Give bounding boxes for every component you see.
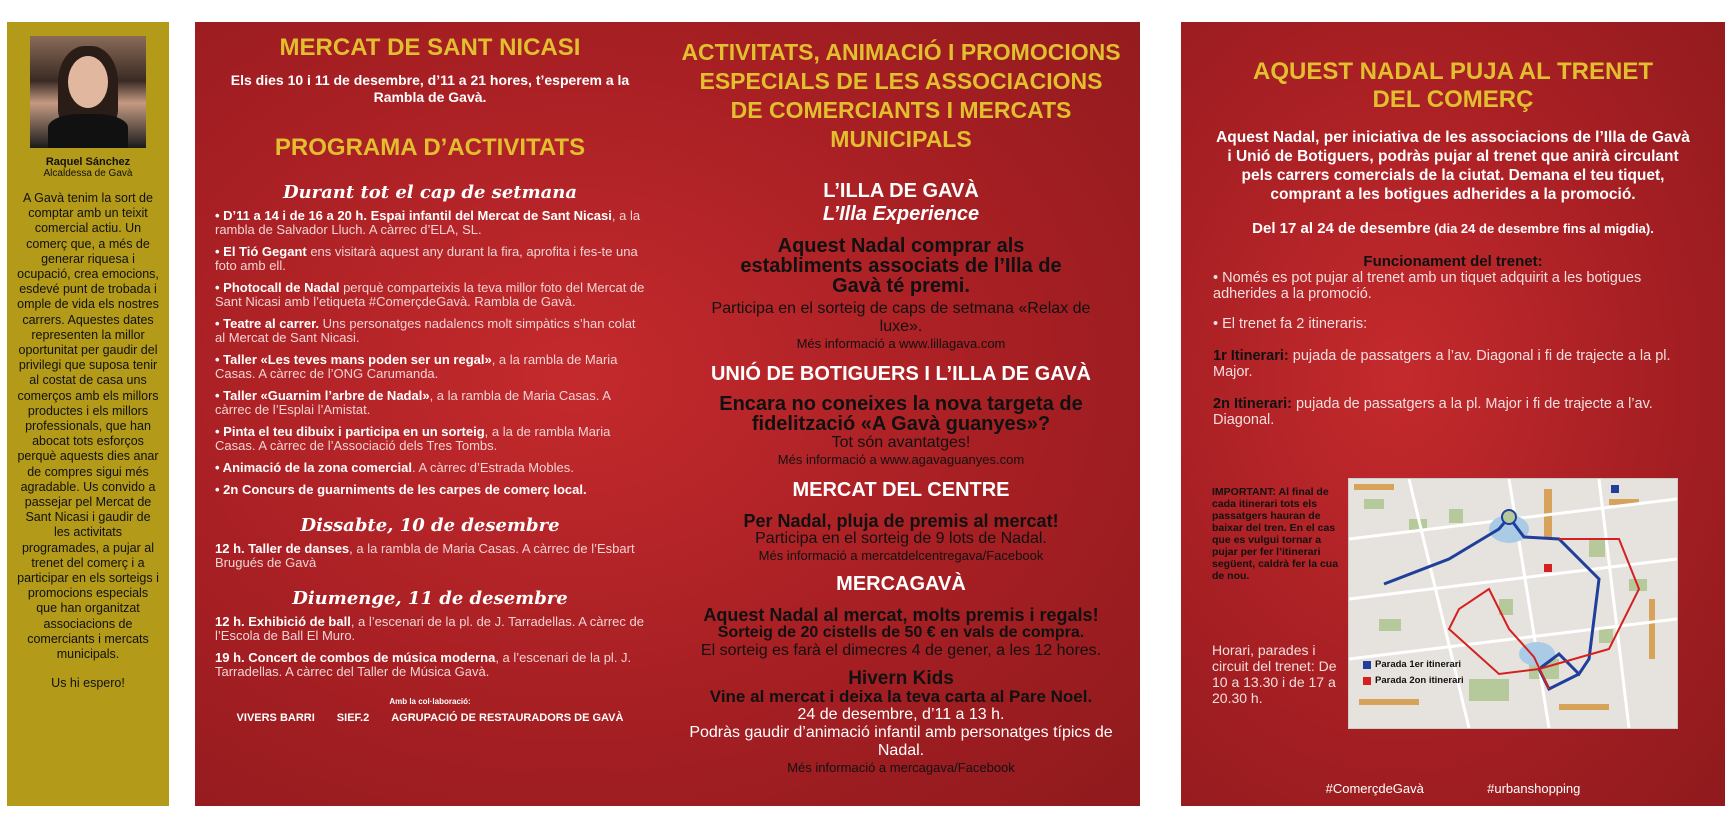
list-item: • Taller «Guarnim l’arbre de Nadal», a la rambla de Maria Casas. A càrrec de l’Esplai l’Amistat. (215, 388, 611, 417)
fair-title: MERCAT DE SANT NICASI (279, 34, 581, 61)
sponsor-logo: VIVERS BARRI (236, 712, 315, 724)
train-intro: Aquest Nadal, per iniciativa de les associacions de l’Illa de Gavà i Unió de Botiguers, podràs pujar al trenet que anirà circulant pels carrers comercials de la ciutat. Demana el teu tiquet, comprant a les botigues adherides a la promoció. (1216, 129, 1690, 203)
illa-more-info: Més informació a www.lillagava.com (796, 336, 1006, 351)
centre-headline: Per Nadal, pluja de premis al mercat! (743, 511, 1059, 531)
collab-label: Amb la col·laboració: (389, 697, 471, 706)
program-column (215, 22, 645, 724)
important-note: IMPORTANT: Al final de cada itinerari tots els passatgers hauran de baixar del tren. En el cas que es vulgui tornar a pujar per fer l’itinerari següent, caldrà fer la cua de nou. (1212, 486, 1339, 582)
weekend-heading: Durant tot el cap de setmana (282, 182, 578, 203)
mercagava-text: El sorteig es farà el dimecres 4 de gener, a les 12 hores. (700, 642, 1102, 659)
promotions-column (681, 22, 1121, 775)
unio-headline: Encara no coneixes la nova targeta de fidelització «A Gavà guanyes»? (719, 393, 1083, 435)
mercagava-raffle: Sorteig de 20 cistells de 50 € en vals de compra. (717, 624, 1085, 641)
train-panel (1181, 22, 1725, 806)
route-map-graphic (1349, 479, 1677, 728)
illa-subtitle: L’Illa Experience (822, 203, 980, 225)
unio-text: Tot són avantatges! (831, 434, 971, 451)
list-item: • El Tió Gegant ens visitarà aquest any durant la fira, aprofita i fes-te una foto amb ell. (215, 244, 638, 273)
list-item: 19 h. Concert de combos de música moderna, a l’escenari de la pl. J. Tarradellas. A càrrec del Taller de Música Gavà. (215, 650, 632, 679)
mercagava-headline: Aquest Nadal al mercat, molts premis i regals! (703, 605, 1099, 625)
centre-more-info: Més informació a mercatdelcentregava/Facebook (758, 548, 1044, 563)
promotions-title: ACTIVITATS, ANIMACIÓ I PROMOCIONS ESPECIALS DE LES ASSOCIACIONS DE COMERCIANTS I MERCATS MUNICIPALS (681, 39, 1121, 152)
hivern-kids-title: Hivern Kids (848, 668, 954, 689)
program-title: PROGRAMA D’ACTIVITATS (274, 134, 586, 161)
centre-text: Participa en el sorteig de 9 lots de Nadal. (755, 530, 1047, 547)
illa-title: L’ILLA DE GAVÀ (823, 180, 979, 202)
centre-title: MERCAT DEL CENTRE (792, 479, 1010, 501)
saturday-list (215, 542, 645, 570)
sunday-list (215, 615, 645, 679)
legend-itinerary-2: Parada 2on itinerari (1375, 675, 1464, 686)
hivern-kids-headline: Vine al mercat i deixa la teva carta al Pare Noel. (709, 687, 1093, 706)
sunday-heading: Diumenge, 11 de desembre (292, 588, 568, 609)
mayor-message: A Gavà tenim la sort de comptar amb un teixit comercial actiu. Un comerç que, a més de generar riquesa i ocupació, crea emocions, esdevé punt de trobada i omple de vida els nostres carrers. Aquestes dates representen la millor oportunitat per gaudir del privilegi que suposa tenir al costat de casa uns comerços amb els millors productes i els millors professionals, que han abocat tots esforços perquè aquests dies anar de compres sigui més agradable. Us convido a passejar pel Mercat de Sant Nicasi i gaudir de les activitats programades, a pujar al trenet del comerç i a participar en els sorteigs i promocions especials que han organitzat associacions de comerciants i mercats municipals. (17, 191, 159, 662)
program-panel (195, 22, 1140, 806)
fair-intro: Els dies 10 i 11 de desembre, d’11 a 21 hores, t’esperem a la Rambla de Gavà. (230, 72, 630, 105)
list-item: • 2n Concurs de guarniments de les carpes de comerç local. (215, 482, 587, 497)
mayor-sign-off: Us hi espero! (51, 676, 125, 691)
sponsor-logo: SIEF.2 (336, 712, 370, 724)
hashtags (1181, 781, 1725, 796)
train-rule-ticket: • Només es pot pujar al trenet amb un tiquet adquirit a les botigues adherides a la promoció. (1213, 270, 1642, 302)
list-item: 12 h. Exhibició de ball, a l’escenari de la pl. de J. Tarradellas. A càrrec de l’Escola de Ball El Muro. (215, 614, 644, 643)
saturday-heading: Dissabte, 10 de desembre (300, 515, 560, 536)
train-rule-itineraries: • El trenet fa 2 itineraris: (1213, 316, 1368, 332)
list-item: • Photocall de Nadal perquè comparteixis la teva millor foto del Mercat de Sant Nicasi amb l’etiqueta #ComerçdeGavà. Rambla de Gavà. (215, 280, 645, 309)
illa-headline: Aquest Nadal comprar als establiments associats de l’Illa de Gavà té premi. (740, 235, 1062, 297)
itinerary-1: 1r Itinerari: pujada de passatgers a l’av. Diagonal i fi de trajecte a la pl. Major. (1213, 348, 1671, 380)
route-map (1348, 478, 1678, 729)
hashtag: #ComerçdeGavà (1325, 781, 1424, 796)
unio-more-info: Més informació a www.agavaguanyes.com (777, 452, 1025, 467)
train-schedule: Horari, parades i circuit del trenet: De 10 a 13.30 i de 17 a 20.30 h. (1212, 642, 1337, 706)
mercagava-title: MERCAGAVÀ (836, 573, 966, 595)
mayor-panel (7, 22, 169, 806)
unio-title: UNIÓ DE BOTIGUERS I L’ILLA DE GAVÀ (710, 363, 1092, 385)
illa-text: Participa en el sorteig de caps de setmana «Relax de luxe». (711, 300, 1091, 335)
weekend-list (215, 209, 645, 497)
sponsor-logo: AGRUPACIÓ DE RESTAURADORS DE GAVÀ (391, 712, 624, 724)
train-howto-title: Funcionament del trenet: (1363, 253, 1543, 270)
hashtag: #urbanshopping (1487, 781, 1581, 796)
hivern-kids-more-info: Més informació a mercagava/Facebook (787, 760, 1015, 775)
list-item: • Taller «Les teves mans poden ser un regal», a la rambla de Maria Casas. A càrrec de l’ONG Carumanda. (215, 352, 618, 381)
mayor-photo (30, 36, 146, 148)
mayor-role: Alcaldessa de Gavà (43, 168, 133, 179)
mayor-name: Raquel Sánchez (45, 156, 131, 168)
list-item: • Teatre al carrer. Uns personatges nadalencs molt simpàtics s’han colat al Mercat de Sant Nicasi. (215, 316, 636, 345)
itinerary-2: 2n Itinerari: pujada de passatgers a la pl. Major i fi de trajecte a l’av. Diagonal. (1213, 396, 1653, 428)
train-dates: Del 17 al 24 de desembre (dia 24 de desembre fins al migdia). (1252, 220, 1654, 237)
list-item: • Animació de la zona comercial. A càrrec d’Estrada Mobles. (215, 460, 574, 475)
legend-itinerary-1: Parada 1er itinerari (1375, 659, 1462, 670)
hivern-kids-date: 24 de desembre, d’11 a 13 h. (797, 706, 1005, 723)
list-item: • Pinta el teu dibuix i participa en un sorteig, a la de rambla Maria Casas. A càrrec de l’Associació dels Tres Tombs. (215, 424, 611, 453)
train-title: AQUEST NADAL PUJA AL TRENET DEL COMERÇ (1252, 58, 1654, 113)
sponsor-logos (215, 712, 645, 724)
hivern-kids-text: Podràs gaudir d’animació infantil amb personatges típics de Nadal. (689, 724, 1113, 759)
list-item: 12 h. Taller de danses, a la rambla de Maria Casas. A càrrec de l’Esbart Brugués de Gavà (215, 541, 635, 570)
list-item: • D’11 a 14 i de 16 a 20 h. Espai infantil del Mercat de Sant Nicasi, a la rambla de Salvador Lluch. A càrrec d’ELA, SL. (215, 208, 641, 237)
